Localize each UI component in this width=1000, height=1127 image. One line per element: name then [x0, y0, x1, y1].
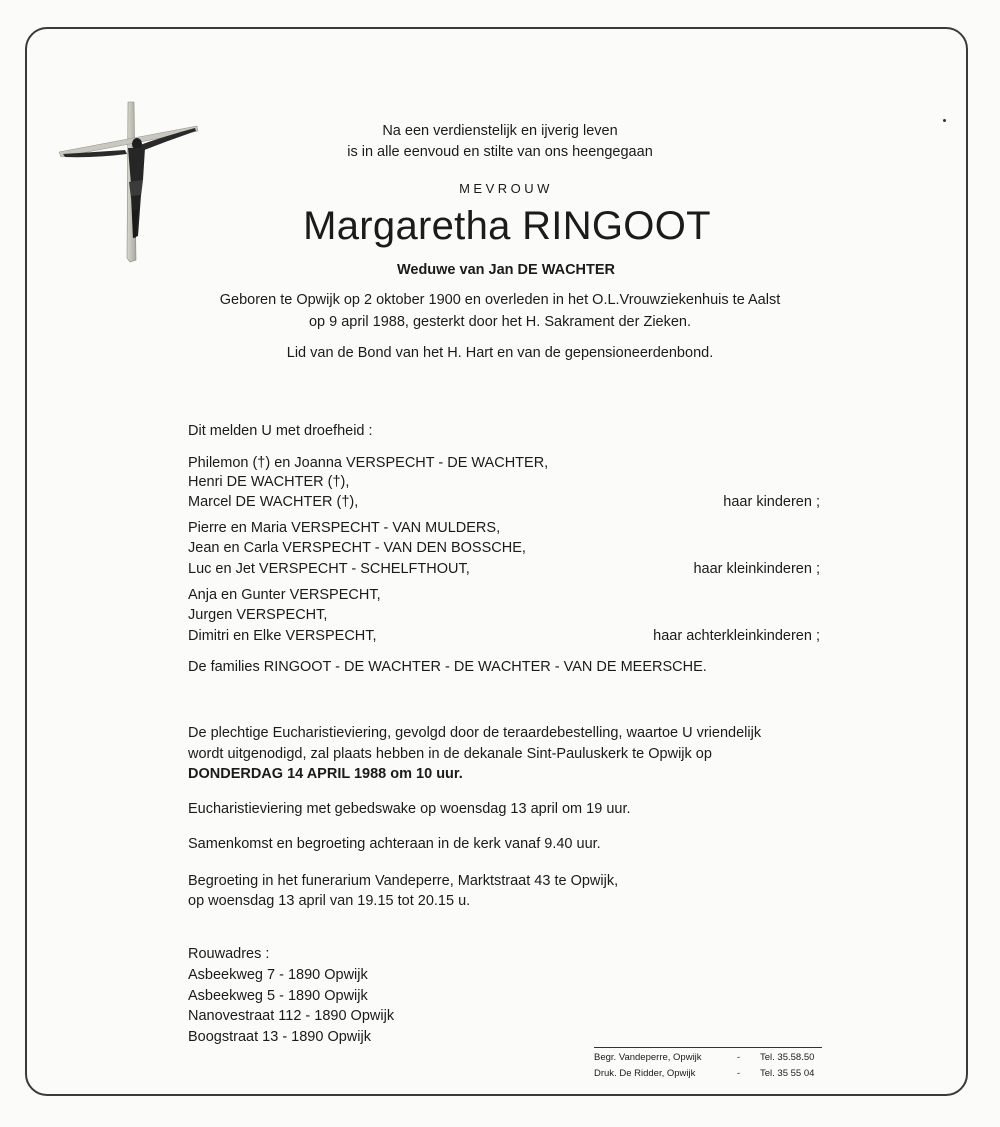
service-line-1: De plechtige Eucharistieviering, gevolgd door de teraardebestelling, waartoe U vriendelijk [188, 725, 762, 741]
relation-grandchildren: haar kleinkinderen ; [693, 561, 820, 577]
address-line: Nanovestraat 112 - 1890 Opwijk [188, 1008, 395, 1024]
funeral-home-line-2: op woensdag 13 april van 19.15 tot 20.15 u. [188, 893, 471, 909]
credits-divider [594, 1047, 822, 1048]
intro-line-1: Na een verdienstelijk en ijverig leven [382, 123, 618, 139]
credit-phone: Tel. 35 55 04 [760, 1068, 815, 1079]
intro-line-2: is in alle eenvoud en stilte van ons heengegaan [347, 144, 653, 160]
family-line: Philemon (†) en Joanna VERSPECHT - DE WACHTER, [188, 455, 549, 471]
address-heading: Rouwadres : [188, 946, 270, 962]
credit-separator: - [737, 1052, 741, 1063]
birth-death-line-1: Geboren te Opwijk op 2 oktober 1900 en overleden in het O.L.Vrouwziekenhuis te Aalst [219, 292, 781, 308]
salutation: MEVROUW [459, 181, 553, 196]
relation-children: haar kinderen ; [723, 494, 820, 510]
family-line: Marcel DE WACHTER (†), [188, 494, 359, 510]
address-line: Asbeekweg 5 - 1890 Opwijk [188, 988, 368, 1004]
family-line: Henri DE WACHTER (†), [188, 474, 350, 490]
relation-great-grandchildren: haar achterkleinkinderen ; [653, 628, 820, 644]
service-date: DONDERDAG 14 APRIL 1988 om 10 uur. [188, 766, 463, 782]
widow-of: Weduwe van Jan DE WACHTER [396, 262, 616, 278]
family-line: Dimitri en Elke VERSPECHT, [188, 628, 377, 644]
address-line: Boogstraat 13 - 1890 Opwijk [188, 1029, 371, 1045]
credit-name: Begr. Vandeperre, Opwijk [594, 1052, 702, 1063]
credit-phone: Tel. 35.58.50 [760, 1052, 815, 1063]
families: De families RINGOOT - DE WACHTER - DE WACHTER - VAN DE MEERSCHE. [188, 659, 707, 675]
birth-death-line-2: op 9 april 1988, gesterkt door het H. Sakrament der Zieken. [308, 314, 692, 330]
address-line: Asbeekweg 7 - 1890 Opwijk [188, 967, 368, 983]
deceased-name: Margaretha RINGOOT [303, 204, 711, 248]
family-line: Jean en Carla VERSPECHT - VAN DEN BOSSCHE, [188, 540, 526, 556]
credit-separator: - [737, 1068, 741, 1079]
service-line-2: wordt uitgenodigd, zal plaats hebben in de dekanale Sint-Pauluskerk te Opwijk op [188, 746, 712, 762]
family-line: Jurgen VERSPECHT, [188, 607, 328, 623]
family-line: Pierre en Maria VERSPECHT - VAN MULDERS, [188, 520, 501, 536]
announcement-intro: Dit melden U met droefheid : [188, 423, 373, 439]
vigil: Eucharistieviering met gebedswake op woensdag 13 april om 19 uur. [188, 801, 631, 817]
credit-name: Druk. De Ridder, Opwijk [594, 1068, 696, 1079]
gathering: Samenkomst en begroeting achteraan in de kerk vanaf 9.40 uur. [188, 836, 601, 852]
funeral-home-line-1: Begroeting in het funerarium Vandeperre, Marktstraat 43 te Opwijk, [188, 873, 619, 889]
membership: Lid van de Bond van het H. Hart en van de gepensioneerdenbond. [286, 345, 714, 361]
speck [943, 119, 946, 122]
family-line: Luc en Jet VERSPECHT - SCHELFTHOUT, [188, 561, 470, 577]
family-line: Anja en Gunter VERSPECHT, [188, 587, 381, 603]
